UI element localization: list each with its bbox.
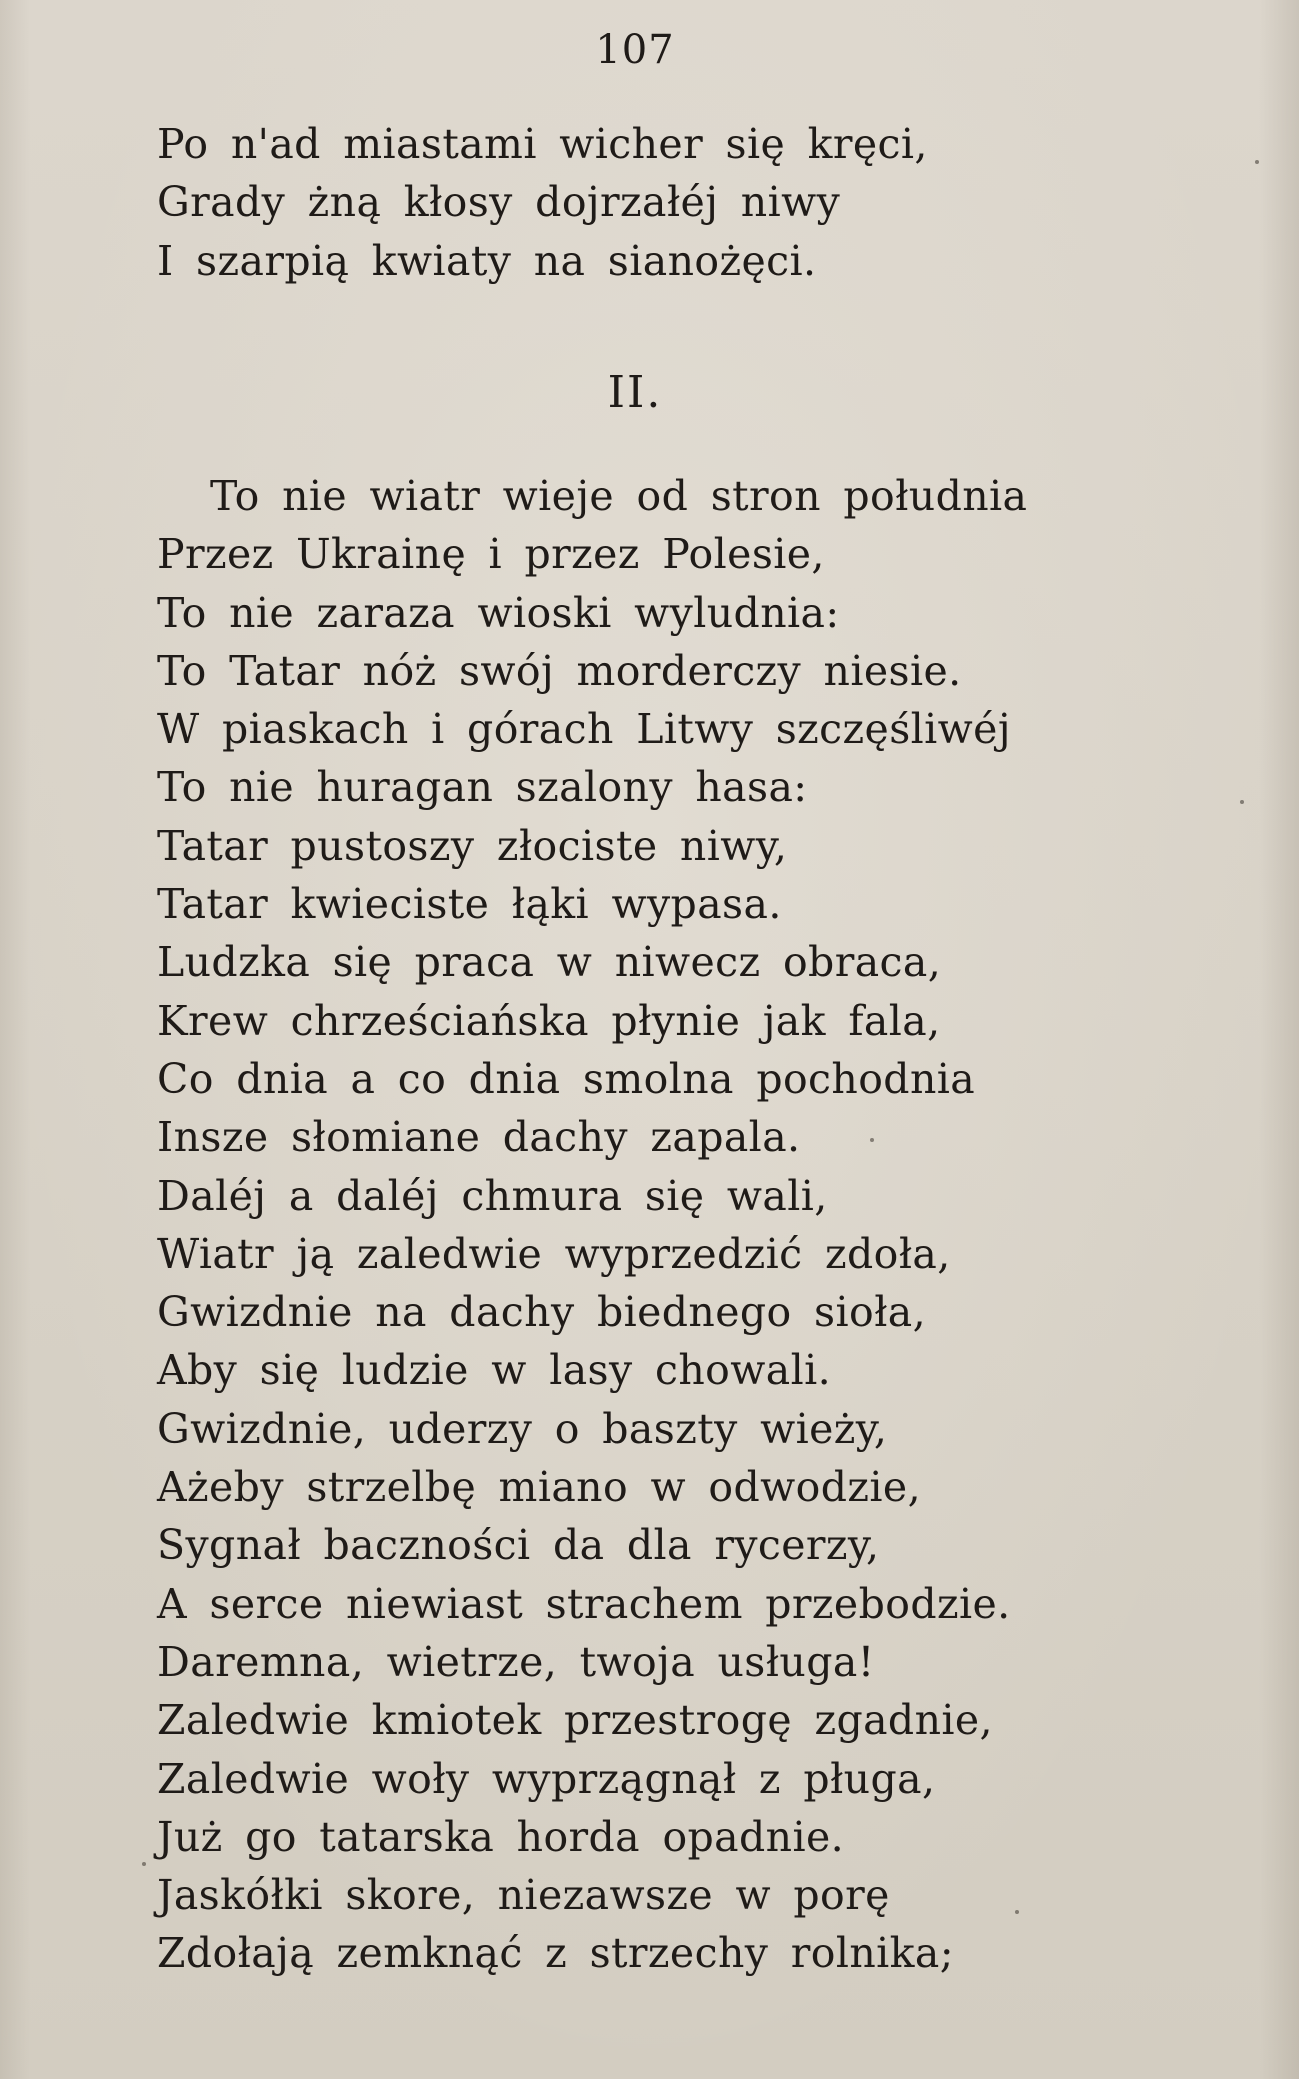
verse-line: Tatar kwieciste łąki wypasa.: [157, 880, 782, 929]
verse-line: To nie huragan szalony hasa:: [157, 763, 808, 812]
verse-line: Zaledwie woły wyprzągnął z pługa,: [157, 1754, 936, 1803]
verse-line: Zdołają zemknąć z strzechy rolnika;: [157, 1929, 954, 1978]
section-heading: II.: [607, 367, 663, 418]
page-shadow-left: [0, 0, 30, 2079]
verse-line: Co dnia a co dnia smolna pochodnia: [157, 1054, 976, 1103]
paper-speck: [1015, 1910, 1019, 1914]
verse-line: A serce niewiast strachem przebodzie.: [157, 1579, 1011, 1628]
verse-line: Daléj a daléj chmura się wali,: [157, 1171, 828, 1220]
verse-line: Insze słomiane dachy zapala.: [157, 1113, 801, 1162]
paper-speck: [1255, 160, 1259, 164]
verse-line: Już go tatarska horda opadnie.: [157, 1812, 845, 1861]
page-shadow-right: [1259, 0, 1299, 2079]
verse-line: Krew chrześciańska płynie jak fala,: [157, 996, 941, 1045]
stanza-one: [157, 115, 1257, 290]
paper-speck: [142, 1862, 146, 1866]
verse-line: Grady żną kłosy dojrzałéj niwy: [157, 178, 841, 227]
verse-line: To nie zaraza wioski wyludnia:: [157, 588, 840, 637]
verse-line: Zaledwie kmiotek przestrogę zgadnie,: [157, 1696, 993, 1745]
verse-line: Aby się ludzie w lasy chowali.: [157, 1346, 832, 1395]
verse-line: To nie wiatr wieje od stron południa: [210, 472, 1028, 520]
verse-line: Po n'ad miastami wicher się kręci,: [157, 120, 928, 168]
paper-speck: [870, 1138, 874, 1142]
stanza-two: [157, 467, 1257, 1983]
paper-speck: [1240, 800, 1244, 804]
verse-line: W piaskach i górach Litwy szczęśliwéj: [157, 705, 1011, 754]
verse-line: Tatar pustoszy złociste niwy,: [157, 821, 788, 870]
verse-line: Gwizdnie, uderzy o baszty wieży,: [157, 1404, 888, 1453]
verse-line: Jaskółki skore, niezawsze w porę: [157, 1871, 890, 1920]
verse-line: I szarpią kwiaty na sianożęci.: [157, 236, 817, 285]
verse-line: Sygnał baczności da dla rycerzy,: [157, 1521, 880, 1570]
verse-line: Ludzka się praca w niwecz obraca,: [157, 938, 942, 987]
page-number: 107: [595, 27, 675, 73]
verse-line: Ażeby strzelbę miano w odwodzie,: [157, 1463, 921, 1512]
verse-line: Gwizdnie na dachy biednego sioła,: [157, 1288, 927, 1337]
verse-line: Daremna, wietrze, twoja usługa!: [157, 1637, 875, 1686]
verse-line: To Tatar nóż swój morderczy niesie.: [157, 646, 962, 695]
verse-line: Wiatr ją zaledwie wyprzedzić zdoła,: [157, 1229, 951, 1278]
verse-line: Przez Ukrainę i przez Polesie,: [157, 530, 825, 579]
